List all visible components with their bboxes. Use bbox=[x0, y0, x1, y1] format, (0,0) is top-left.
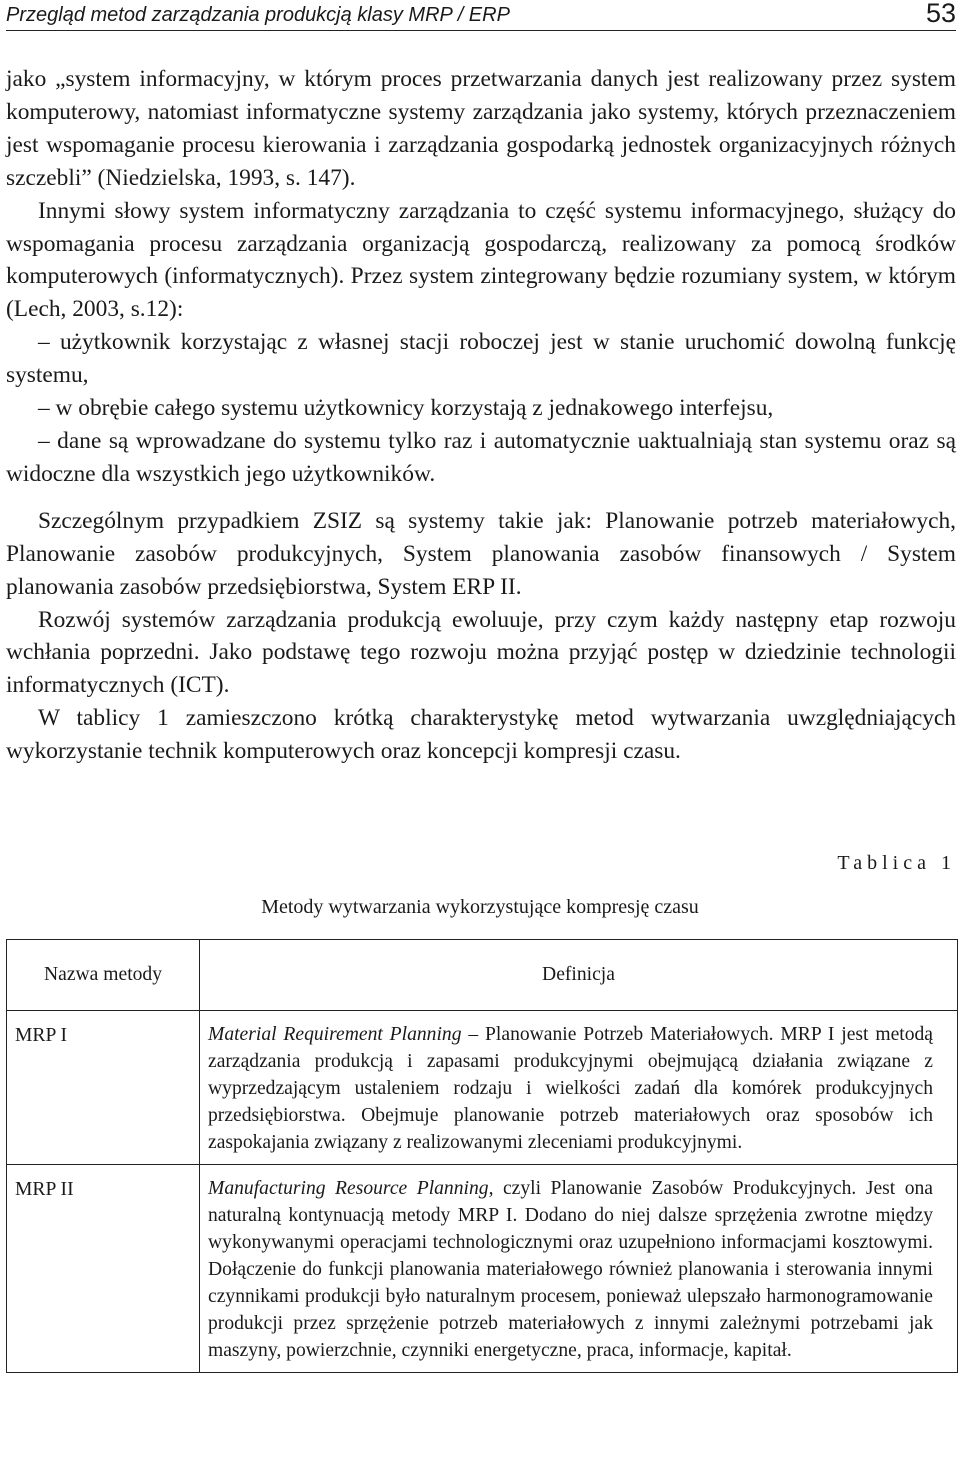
page-header bbox=[6, 0, 956, 31]
method-definition bbox=[200, 1011, 958, 1165]
paragraph-1: jako „system informacyjny, w którym proces przetwarzania danych jest realizowany przez system komputerowy, natomiast informatyczne systemy zarządzania jako systemy, których przeznaczeniem jest wspomaganie procesu kierowania i zarządzania gospodarką jednostek organizacyjnych różnych szczebli” (Niedzielska, 1993, s. 147). bbox=[6, 66, 956, 191]
header-definition: Definicja bbox=[200, 940, 958, 1011]
running-title: Przegląd metod zarządzania produkcją klasy MRP / ERP bbox=[6, 4, 510, 26]
body-text bbox=[6, 63, 956, 768]
method-term: Material Requirement Planning bbox=[208, 1024, 462, 1045]
definition-text: – Planowanie Potrzeb Materiałowych. MRP I jest metodą zarządzania produkcją i zapasami produkcyjnymi obejmującą działania związane z wyprzedzającym ustaleniem rodzaju i wielkości zadań dla komórek produkcyjnych przedsiębiorstwa. Obejmuje planowanie potrzeb materiałowych oraz sposobów ich zaspokajania związany z realizowanymi zleceniami produkcyjnymi. bbox=[208, 1024, 934, 1153]
methods-table bbox=[6, 939, 958, 1373]
page-number: 53 bbox=[925, 0, 956, 28]
table-row bbox=[7, 1165, 958, 1373]
paragraph-2: Innymi słowy system informatyczny zarządzania to część systemu informacyjnego, służący do wspomagania procesu zarządzania organizacją gospodarczą, realizowany za pomocą środków komputerowych (informatycznych). Przez system zintegrowany będzie rozumiany system, w którym (Lech, 2003, s.12): bbox=[6, 197, 956, 323]
method-definition bbox=[200, 1165, 958, 1373]
method-name: MRP II bbox=[7, 1165, 200, 1373]
paragraph-5: W tablicy 1 zamieszczono krótką charakterystykę metod wytwarzania uwzględniających wykorzystanie technik komputerowych oraz koncepcji kompresji czasu. bbox=[6, 705, 956, 765]
table-label: Tablica 1 bbox=[837, 852, 956, 874]
list-item: – użytkownik korzystając z własnej stacji roboczej jest w stanie uruchomić dowolną funkcję systemu, bbox=[6, 329, 956, 389]
definition-text: , czyli Planowanie Zasobów Produkcyjnych. Jest ona naturalną kontynuacją metody MRP I. Dodano do niej dalsze sprzężenia zwrotne między wykonywanymi operacjami technologicznymi oraz uzupełniono informacjami kosztowymi. Dołączenie do funkcji planowania materiałowego również planowania i sterowania innymi czynnikami produkcji było naturalnym procesem, ponieważ ulepszało harmonogramowanie produkcji przez sprzężenie potrzeb materiałowych z innymi zależnymi potrzebami jak maszyny, powierzchnie, czynniki energetyczne, praca, informacje, kapitał. bbox=[208, 1178, 934, 1361]
paragraph-3: Szczególnym przypadkiem ZSIZ są systemy takie jak: Planowanie potrzeb materiałowych, Planowanie zasobów produkcyjnych, System planowania zasobów finansowych / System planowania zasobów przedsiębiorstwa, System ERP II. bbox=[6, 507, 956, 600]
table-header-row bbox=[7, 940, 958, 1011]
table-row bbox=[7, 1011, 958, 1165]
list-item: – dane są wprowadzane do systemu tylko raz i automatycznie uaktualniają stan systemu oraz są widoczne dla wszystkich jego użytkowników. bbox=[6, 427, 956, 487]
method-term: Manufacturing Resource Planning bbox=[208, 1178, 489, 1199]
header-method-name: Nazwa metody bbox=[7, 940, 200, 1011]
table-caption: Metody wytwarzania wykorzystujące kompresję czasu bbox=[261, 896, 699, 918]
method-name: MRP I bbox=[7, 1011, 200, 1165]
paragraph-4: Rozwój systemów zarządzania produkcją ewoluuje, przy czym każdy następny etap rozwoju wchłania poprzedni. Jako podstawę tego rozwoju można przyjąć postęp w dziedzinie technologii informatycznych (ICT). bbox=[6, 606, 956, 699]
list-item: – w obrębie całego systemu użytkownicy korzystają z jednakowego interfejsu, bbox=[38, 395, 774, 422]
